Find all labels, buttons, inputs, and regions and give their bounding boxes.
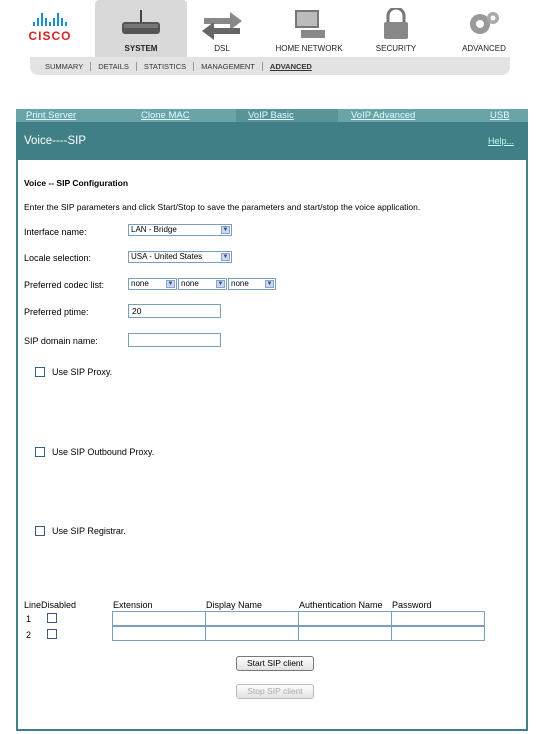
col-header-password: Password	[392, 600, 432, 610]
nav-advanced[interactable]	[438, 0, 530, 58]
interface-select[interactable]	[128, 224, 232, 236]
arrows-icon	[200, 8, 244, 40]
interface-value: LAN - Bridge	[131, 225, 177, 234]
col-header-display-name: Display Name	[206, 600, 263, 610]
sub-navigation	[30, 57, 510, 75]
col-header-line-disabled: LineDisabled	[24, 600, 77, 610]
locale-select[interactable]	[128, 251, 232, 263]
lock-icon	[374, 8, 418, 40]
ptime-label: Preferred ptime:	[24, 307, 89, 317]
locale-label: Locale selection:	[24, 253, 92, 263]
codec-select-1[interactable]	[128, 278, 177, 290]
codec-label: Preferred codec list:	[24, 280, 105, 290]
start-sip-client-button[interactable]: Start SIP client	[236, 656, 314, 671]
codec-value-3: none	[231, 279, 249, 288]
line-number-2: 2	[26, 630, 32, 640]
router-icon	[119, 8, 163, 40]
domain-input[interactable]	[128, 333, 221, 347]
chevron-down-icon: ▼	[167, 281, 174, 287]
use-registrar-checkbox[interactable]	[35, 526, 45, 536]
tab-usb[interactable]: USB	[490, 110, 510, 121]
tab-voip-advanced[interactable]: VoIP Advanced	[351, 110, 416, 121]
cisco-bridge-icon	[25, 12, 75, 26]
nav-dsl[interactable]	[176, 0, 268, 58]
nav-system[interactable]	[95, 0, 187, 58]
col-header-auth-name: Authentication Name	[299, 600, 383, 610]
subnav-management[interactable]: MANAGEMENT	[194, 62, 263, 71]
nav-home-network-label: HOME NETWORK	[275, 44, 343, 53]
line-1-auth-name-input[interactable]	[298, 611, 392, 626]
nav-advanced-label: ADVANCED	[462, 44, 506, 53]
nav-home-network[interactable]	[263, 0, 355, 58]
section-heading: Voice -- SIP Configuration	[24, 178, 129, 188]
interface-label: Interface name:	[24, 227, 87, 237]
codec-select-2[interactable]	[178, 278, 227, 290]
line-2-extension-input[interactable]	[112, 626, 206, 641]
tab-voip-basic[interactable]: VoIP Basic	[236, 109, 338, 122]
nav-dsl-label: DSL	[214, 44, 230, 53]
page-title: Voice----SIP	[24, 135, 86, 147]
nav-system-label: SYSTEM	[124, 44, 158, 53]
page-title-bar	[16, 122, 528, 160]
line-1-extension-input[interactable]	[112, 611, 206, 626]
subnav-details[interactable]: DETAILS	[91, 62, 137, 71]
chevron-down-icon: ▼	[266, 281, 273, 287]
ptime-input[interactable]: 20	[128, 304, 221, 318]
tab-print-server[interactable]: Print Server	[26, 110, 77, 121]
use-sip-proxy-checkbox[interactable]	[35, 367, 45, 377]
col-header-extension: Extension	[113, 600, 153, 610]
tab-bar	[16, 109, 528, 122]
nav-security[interactable]	[350, 0, 442, 58]
use-sip-proxy-label: Use SIP Proxy.	[52, 367, 113, 377]
codec-select-3[interactable]	[228, 278, 276, 290]
subnav-statistics[interactable]: STATISTICS	[137, 62, 194, 71]
cisco-logo	[25, 12, 75, 42]
chevron-down-icon: ▼	[217, 281, 224, 287]
content-frame	[16, 160, 528, 731]
locale-value: USA - United States	[131, 252, 203, 261]
use-outbound-proxy-checkbox[interactable]	[35, 447, 45, 457]
nav-security-label: SECURITY	[375, 44, 417, 53]
brand-name: CISCO	[28, 29, 72, 43]
gears-icon	[462, 8, 506, 40]
subnav-advanced[interactable]: ADVANCED	[269, 61, 312, 71]
codec-value-2: none	[181, 279, 199, 288]
stop-sip-client-button[interactable]: Stop SIP client	[236, 684, 314, 699]
chevron-down-icon: ▼	[222, 227, 229, 233]
tab-clone-mac[interactable]: Clone MAC	[141, 110, 190, 121]
line-2-password-input[interactable]	[391, 626, 485, 641]
line-1-disabled-checkbox[interactable]	[47, 613, 57, 623]
line-1-password-input[interactable]	[391, 611, 485, 626]
line-1-display-name-input[interactable]	[205, 611, 299, 626]
line-2-display-name-input[interactable]	[205, 626, 299, 641]
help-link[interactable]: Help...	[487, 136, 514, 146]
intro-text: Enter the SIP parameters and click Start/Stop to save the parameters and start/stop the voice application.	[24, 202, 421, 212]
codec-value-1: none	[131, 279, 149, 288]
line-2-auth-name-input[interactable]	[298, 626, 392, 641]
line-2-disabled-checkbox[interactable]	[47, 629, 57, 639]
use-registrar-label: Use SIP Registrar.	[52, 526, 126, 536]
chevron-down-icon: ▼	[222, 254, 229, 260]
domain-label: SIP domain name:	[24, 336, 98, 346]
line-number-1: 1	[26, 614, 32, 624]
computer-icon	[287, 8, 331, 40]
use-outbound-proxy-label: Use SIP Outbound Proxy.	[52, 447, 155, 457]
subnav-summary[interactable]: SUMMARY	[38, 62, 91, 71]
